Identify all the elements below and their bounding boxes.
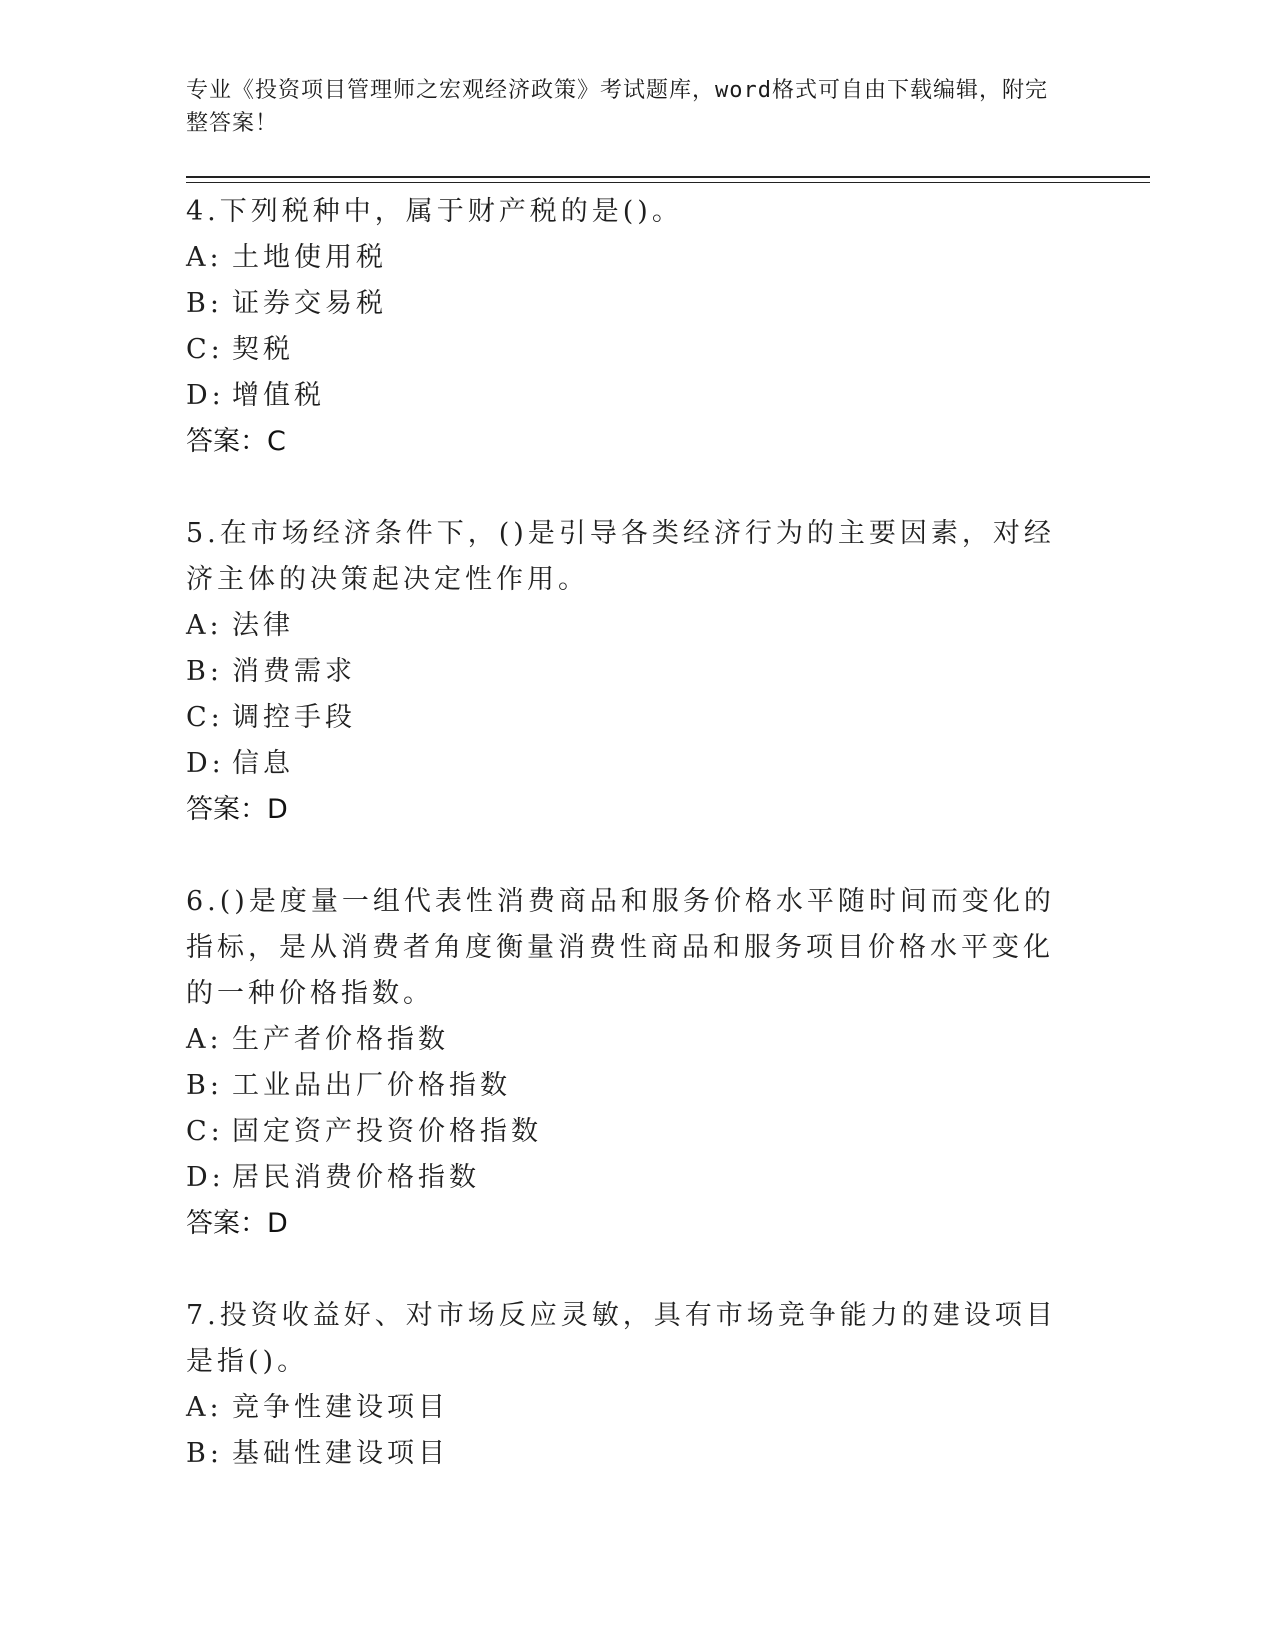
option-letter: A: [186, 610, 223, 641]
question-stem: 在市场经济条件下，()是引导各类经济行为的主要因素，对经济主体的决策起决定性作用。 [186, 518, 1055, 595]
question-text [186, 511, 1066, 603]
option-text: 生产者价格指数 [232, 1024, 449, 1055]
option-letter: B: [186, 1438, 223, 1469]
option-text: 法律 [232, 610, 294, 641]
option-d [186, 373, 1066, 419]
document-header: 专业《投资项目管理师之宏观经济政策》考试题库，word格式可自由下载编辑，附完整答案！ [186, 78, 1048, 136]
option-letter: D: [186, 1162, 225, 1193]
option-text: 固定资产投资价格指数 [232, 1116, 542, 1147]
question-stem: ()是度量一组代表性消费商品和服务价格水平随时间而变化的指标，是从消费者角度衡量消费性商品和服务项目价格水平变化的一种价格指数。 [186, 886, 1055, 1009]
option-b [186, 281, 1066, 327]
option-a [186, 1385, 1066, 1431]
option-text: 基础性建设项目 [232, 1438, 449, 1469]
question-4 [186, 189, 1066, 465]
question-6 [186, 879, 1066, 1247]
option-text: 调控手段 [232, 702, 356, 733]
option-letter: A: [186, 1392, 223, 1423]
question-number: 5. [186, 518, 220, 549]
option-letter: C: [186, 1116, 224, 1147]
option-text: 契税 [232, 334, 294, 365]
option-a [186, 235, 1066, 281]
header-rule-thin [186, 182, 1150, 183]
option-letter: C: [186, 702, 224, 733]
question-number: 7. [186, 1300, 220, 1331]
option-a [186, 603, 1066, 649]
answer-line: 答案：D [186, 1208, 288, 1239]
option-a [186, 1017, 1066, 1063]
option-letter: D: [186, 748, 225, 779]
header-rule-thick [186, 176, 1150, 178]
option-text: 工业品出厂价格指数 [232, 1070, 511, 1101]
question-stem: 投资收益好、对市场反应灵敏，具有市场竞争能力的建设项目是指()。 [186, 1300, 1057, 1377]
option-text: 竞争性建设项目 [232, 1392, 449, 1423]
option-letter: D: [186, 380, 225, 411]
question-5 [186, 511, 1066, 833]
question-stem: 下列税种中，属于财产税的是()。 [219, 196, 683, 227]
option-c [186, 1109, 1066, 1155]
option-b [186, 1063, 1066, 1109]
option-d [186, 741, 1066, 787]
question-text [186, 1293, 1066, 1385]
option-text: 居民消费价格指数 [232, 1162, 480, 1193]
option-c [186, 327, 1066, 373]
answer-line: 答案：C [186, 426, 286, 457]
option-c [186, 695, 1066, 741]
option-letter: B: [186, 656, 223, 687]
question-list [186, 189, 1066, 1523]
question-text [186, 189, 1066, 235]
answer-line: 答案：D [186, 794, 288, 825]
option-letter: A: [186, 1024, 223, 1055]
option-b [186, 1431, 1066, 1477]
option-text: 消费需求 [232, 656, 356, 687]
option-d [186, 1155, 1066, 1201]
option-text: 土地使用税 [232, 242, 387, 273]
question-number: 6. [186, 886, 220, 917]
question-number: 4. [186, 196, 220, 227]
option-letter: B: [186, 1070, 223, 1101]
question-text [186, 879, 1066, 1017]
option-text: 增值税 [232, 380, 325, 411]
option-b [186, 649, 1066, 695]
option-letter: C: [186, 334, 224, 365]
option-text: 信息 [232, 748, 294, 779]
option-letter: A: [186, 242, 223, 273]
option-text: 证券交易税 [232, 288, 387, 319]
option-letter: B: [186, 288, 223, 319]
question-7 [186, 1293, 1066, 1477]
